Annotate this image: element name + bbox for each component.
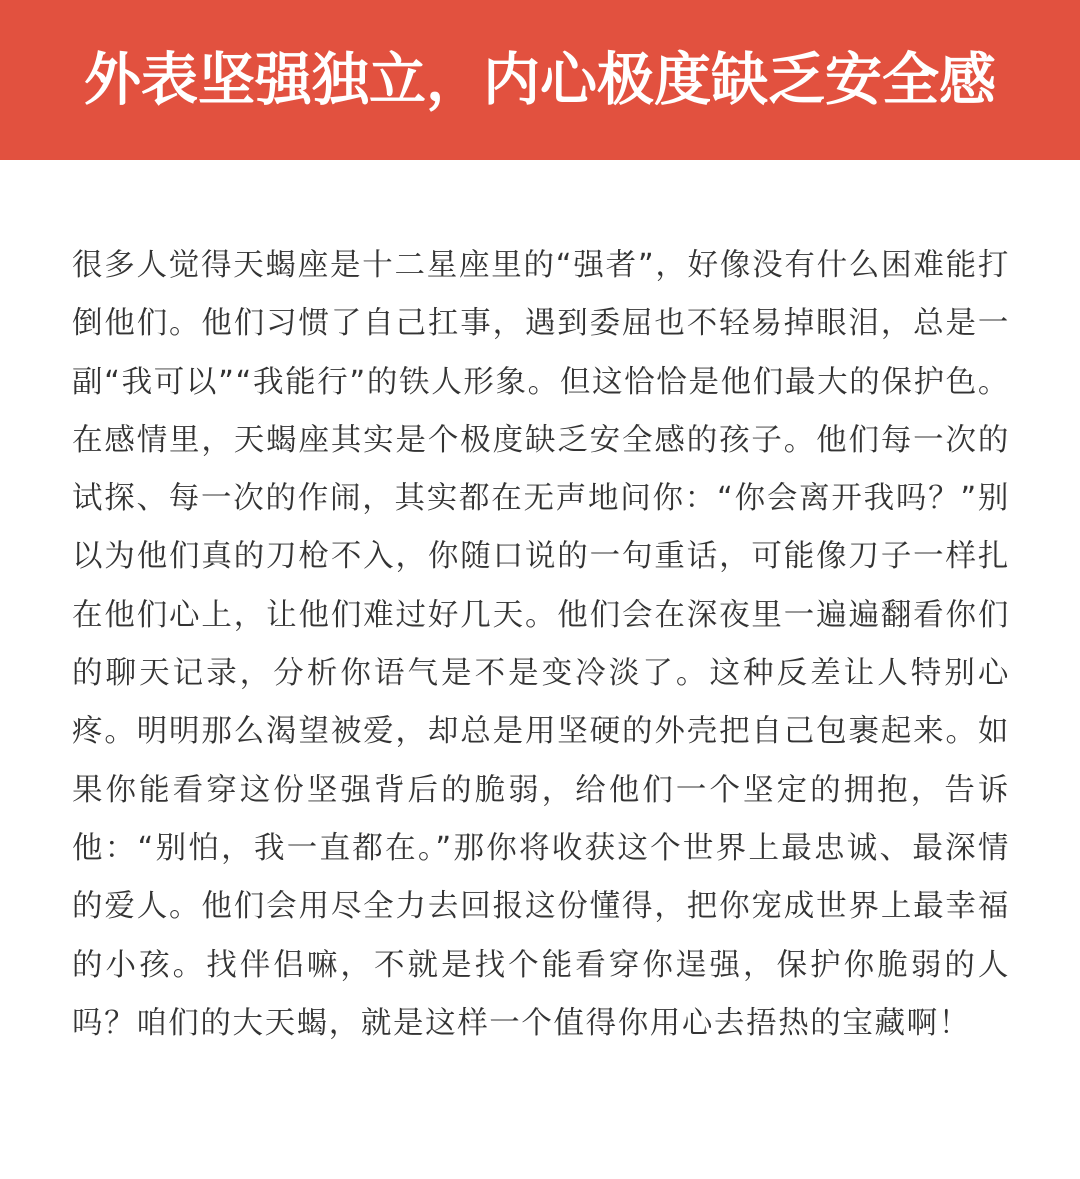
article-paragraph: 很多人觉得天蝎座是十二星座里的“强者”，好像没有什么困难能打倒他们。他们习惯了自己扛事，遇到委屈也不轻易掉眼泪，总是一副“我可以”“我能行”的铁人形象。但这恰恰是他们最大的保护色。在感情里，天蝎座其实是个极度缺乏安全感的孩子。他们每一次的试探、每一次的作闹，其实都在无声地问你：“你会离开我吗？”别以为他们真的刀枪不入，你随口说的一句重话，可能像刀子一样扎在他们心上，让他们难过好几天。他们会在深夜里一遍遍翻看你们的聊天记录，分析你语气是不是变冷淡了。这种反差让人特别心疼。明明那么渴望被爱，却总是用坚硬的外壳把自己包裹起来。如果你能看穿这份坚强背后的脆弱，给他们一个坚定的拥抱，告诉他：“别怕，我一直都在。”那你将收获这个世界上最忠诚、最深情的爱人。他们会用尽全力去回报这份懂得，把你宠成世界上最幸福的小孩。找伴侣嘛，不就是找个能看穿你逞强，保护你脆弱的人吗？咱们的大天蝎，就是这样一个值得你用心去捂热的宝藏啊！	[72, 248, 1010, 1041]
title-banner	[0, 0, 1080, 160]
article-body	[72, 237, 1010, 1053]
page-title: 外表坚强独立，内心极度缺乏安全感	[84, 46, 996, 113]
